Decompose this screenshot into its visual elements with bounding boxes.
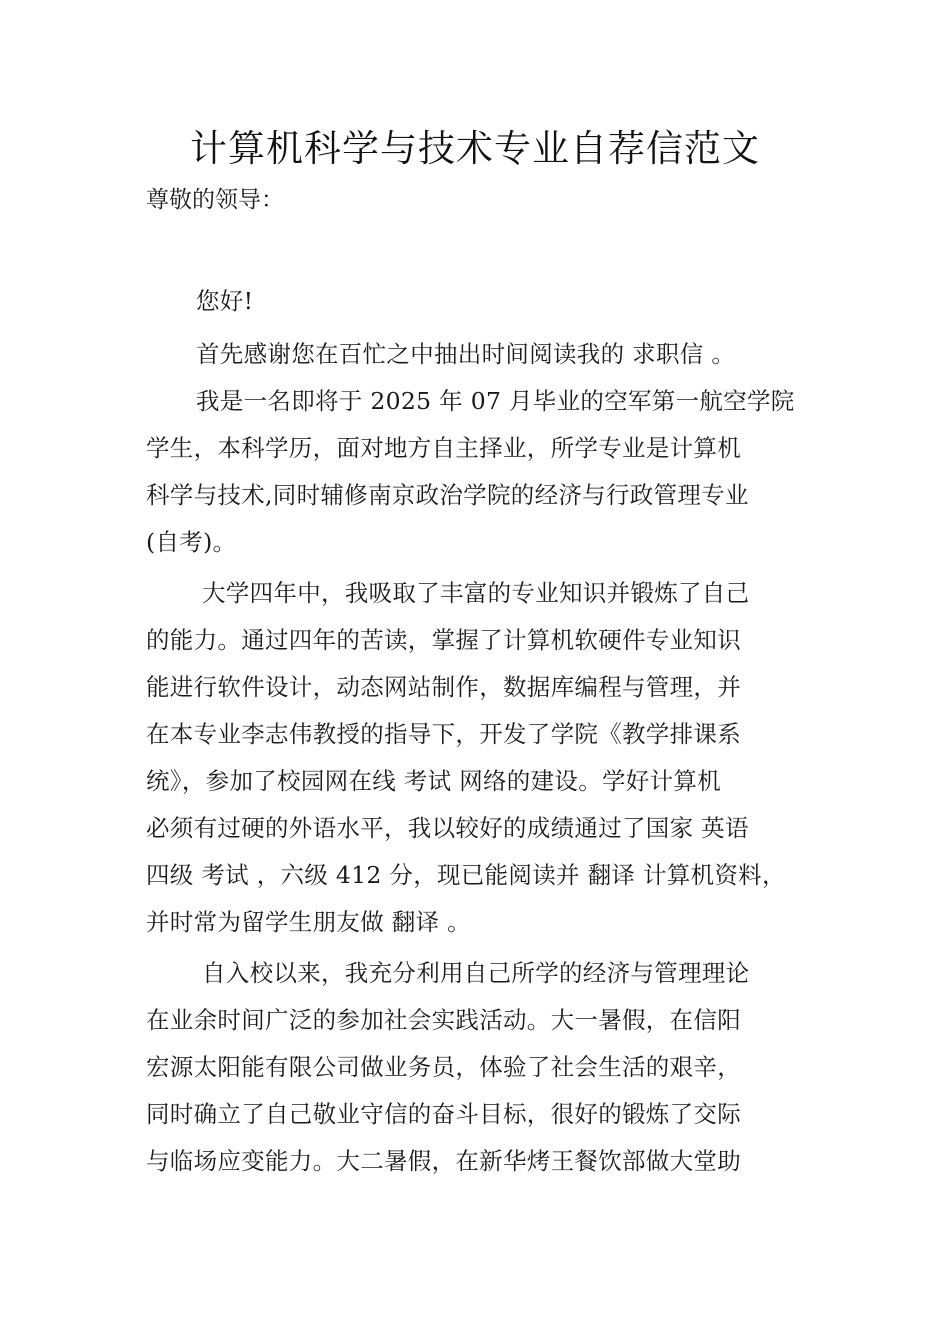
text-line: 自入校以来，我充分利用自己所学的经济与管理理论	[202, 959, 750, 987]
text-line: 能进行软件设计，动态网站制作，数据库编程与管理，并	[146, 673, 741, 701]
text-line: 统》，参加了校园网在线 考试 网络的建设。学好计算机	[146, 767, 721, 795]
text-line: 科学与技术,同时辅修南京政治学院的经济与行政管理专业	[146, 481, 749, 509]
text-line: 必须有过硬的外语水平，我以较好的成绩通过了国家 英语	[146, 814, 749, 842]
text-line: 学生，本科学历，面对地方自主择业，所学专业是计算机	[146, 434, 741, 462]
text-line: 大学四年中，我吸取了丰富的专业知识并锻炼了自己	[202, 579, 750, 607]
text-line: 四级 考试 ，六级 412 分，现已能阅读并 翻译 计算机资料，	[146, 861, 786, 889]
text-line: 首先感谢您在百忙之中抽出时间阅读我的 求职信 。	[196, 340, 736, 368]
document-title: 计算机科学与技术专业自荐信范文	[190, 127, 760, 170]
text-line: 同时确立了自己敬业守信的奋斗目标，很好的锻炼了交际	[146, 1100, 741, 1128]
text-line: 在本专业李志伟教授的指导下，开发了学院《教学排课系	[146, 720, 741, 748]
salutation: 尊敬的领导：	[146, 187, 284, 213]
text-line: 的能力。通过四年的苦读，掌握了计算机软硬件专业知识	[146, 626, 741, 654]
text-line: 宏源太阳能有限公司做业务员，体验了社会生活的艰辛，	[146, 1053, 741, 1081]
greeting-line: 您好!	[196, 287, 254, 315]
text-line: (自考)。	[146, 528, 237, 556]
text-line: 我是一名即将于 2025 年 07 月毕业的空军第一航空学院	[196, 387, 795, 415]
letter-body	[146, 276, 826, 1185]
text-line: 与临场应变能力。大二暑假，在新华烤王餐饮部做大堂助	[146, 1147, 741, 1175]
text-line: 并时常为留学生朋友做 翻译 。	[146, 908, 471, 936]
text-line: 在业余时间广泛的参加社会实践活动。大一暑假，在信阳	[146, 1006, 741, 1034]
